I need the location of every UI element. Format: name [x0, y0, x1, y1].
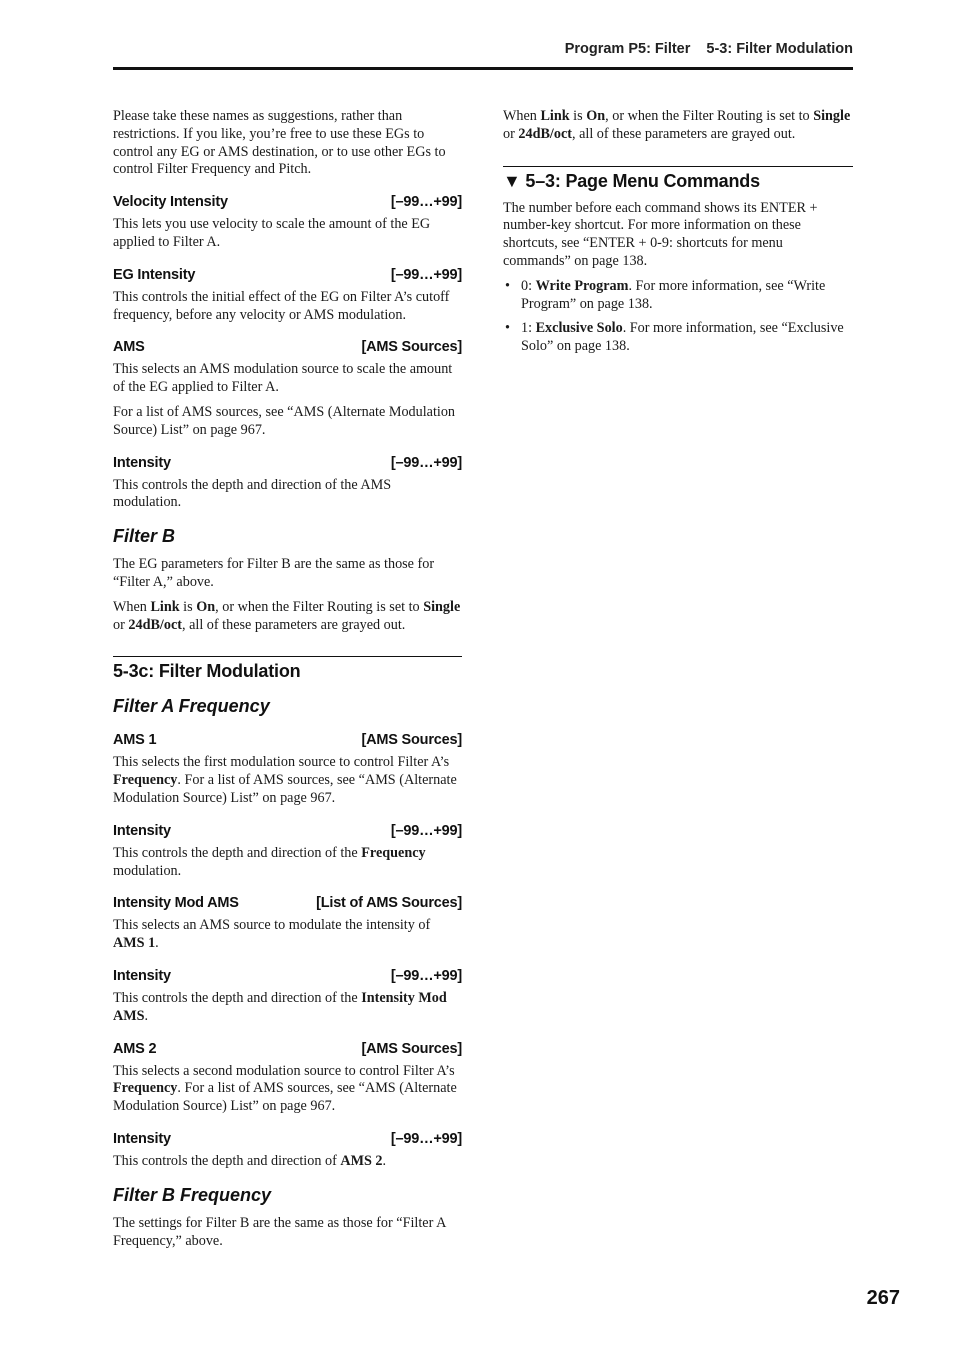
- param-velocity-intensity: Velocity Intensity [–99…+99]: [113, 194, 462, 211]
- param-desc: This lets you use velocity to scale the amount of the EG applied to Filter A.: [113, 216, 431, 250]
- param-ams: AMS [AMS Sources]: [113, 339, 462, 356]
- filter-b-link-paragraph: When Link is On, or when the Filter Routing is set to Single or 24dB/oct, all of these parameters are grayed out.: [113, 598, 461, 633]
- param-desc: This controls the depth and direction of AMS 2.: [113, 1152, 387, 1169]
- param-intensity: Intensity [–99…+99]: [113, 822, 462, 839]
- param-intensity: Intensity [–99…+99]: [113, 454, 462, 471]
- filter-b-frequency-paragraph: The settings for Filter B are the same as those for “Filter A Frequency,” above.: [113, 1214, 446, 1249]
- header-section: 5-3: Filter Modulation: [706, 41, 853, 57]
- param-desc: This selects the first modulation source to control Filter A’s Frequency. For a list of AMS sources, see “AMS (Alternate Modulation Source) List” on page 967.: [113, 754, 457, 806]
- param-eg-intensity: EG Intensity [–99…+99]: [113, 266, 462, 283]
- param-intensity: Intensity [–99…+99]: [113, 1130, 462, 1147]
- list-item: • 0: Write Program. For more information, see “Write Program” on page 138.: [503, 278, 853, 314]
- param-intensity-mod-ams: Intensity Mod AMS [List of AMS Sources]: [113, 895, 462, 912]
- left-column: [113, 108, 462, 1257]
- subheading-filter-a-frequency: Filter A Frequency: [113, 696, 270, 717]
- page-number: 267: [866, 1287, 900, 1309]
- param-ams-2: AMS 2 [AMS Sources]: [113, 1040, 462, 1057]
- running-header: [113, 41, 853, 70]
- menu-command-list: [503, 278, 853, 356]
- param-desc: This controls the depth and direction of the Frequency modulation.: [113, 844, 426, 879]
- link-paragraph: When Link is On, or when the Filter Routing is set to Single or 24dB/oct, all of these parameters are grayed out.: [503, 108, 851, 142]
- param-intensity: Intensity [–99…+99]: [113, 967, 462, 984]
- param-desc: This selects an AMS source to modulate the intensity of AMS 1.: [113, 917, 431, 952]
- param-desc: This controls the initial effect of the EG on Filter A’s cutoff frequency, before any velocity or AMS modulation.: [113, 288, 450, 323]
- menu-intro-paragraph: The number before each command shows its ENTER + number-key shortcut. For more information on these shortcuts, see “ENTER + 0-9: shortcuts for menu commands” on page 138.: [503, 199, 818, 269]
- header-chapter: Program P5: Filter: [564, 41, 691, 57]
- param-desc: For a list of AMS sources, see “AMS (Alternate Modulation Source) List” on page 967.: [113, 403, 456, 438]
- list-item: • 1: Exclusive Solo. For more information, see “Exclusive Solo” on page 138.: [503, 320, 853, 356]
- section-heading-page-menu: ▼ 5–3: Page Menu Commands: [503, 166, 853, 192]
- intro-paragraph: Please take these names as suggestions, rather than restrictions. If you like, you’re free to use these EGs to control any EG or AMS destination, or to use other EGs to control Filter Frequency and Pitch.: [113, 108, 446, 178]
- subheading-filter-b: Filter B: [113, 526, 176, 547]
- param-ams-1: AMS 1 [AMS Sources]: [113, 732, 462, 749]
- param-desc: This controls the depth and direction of the AMS modulation.: [113, 476, 392, 511]
- param-desc: This selects an AMS modulation source to scale the amount of the EG applied to Filter A.: [113, 361, 453, 396]
- param-desc: This selects a second modulation source to control Filter A’s Frequency. For a list of AMS sources, see “AMS (Alternate Modulation Source) List” on page 967.: [113, 1062, 457, 1115]
- filter-b-paragraph: The EG parameters for Filter B are the same as those for “Filter A,” above.: [113, 556, 435, 590]
- section-heading-filter-modulation: 5-3c: Filter Modulation: [113, 656, 462, 682]
- subheading-filter-b-frequency: Filter B Frequency: [113, 1184, 272, 1205]
- param-desc: This controls the depth and direction of the Intensity Mod AMS.: [113, 989, 447, 1024]
- right-column: [503, 108, 853, 363]
